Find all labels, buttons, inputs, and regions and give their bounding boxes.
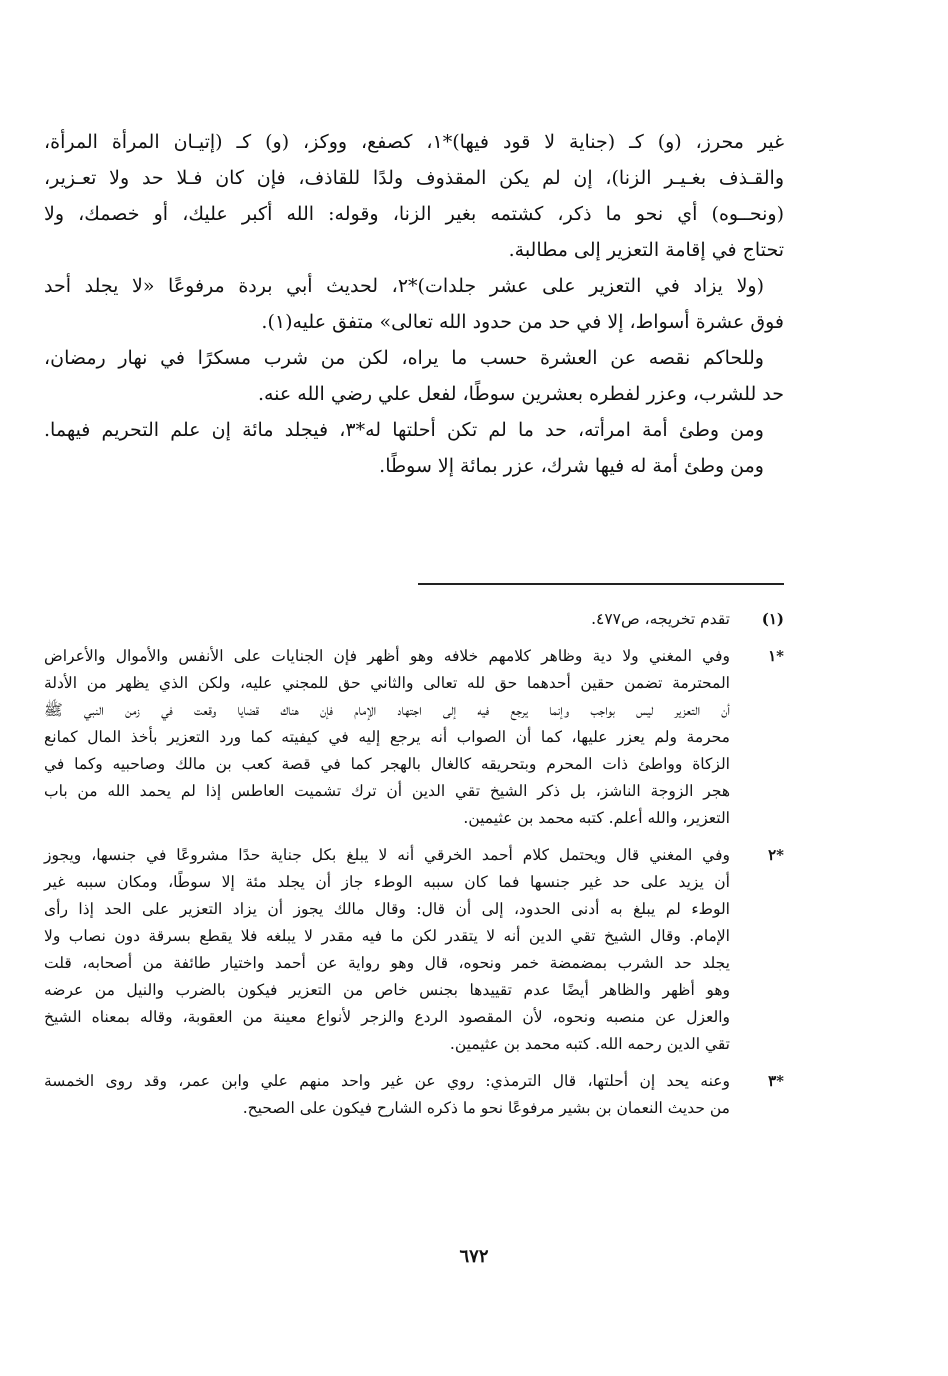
footnote: [44, 842, 784, 1058]
footnote-line: الزكاة وواطئ ذات المحرم وبتحريقه كالغال بالهجر كما في قصة كعب بن مالك وصاحبيه وكما في: [44, 755, 730, 773]
footnote-line: الوطء لم يبلغ به أدنى الحدود، إلى أن قال: وقال مالك يجوز أن يزاد التعزير على الحد إذا رأى: [44, 900, 730, 918]
text-line: ومن وطئ أمة له فيها شرك، عزر بمائة إلا سوطًا.: [379, 455, 764, 477]
footnote-line: الإمام. وقال الشيخ تقي الدين أنه لا يتقدر لكن ما فيه مقدر لا يبلغه فلا يقطع بسرقة دون نصاب ولا: [44, 927, 730, 945]
footnote-line: وفي المغني ولا دية وظاهر كلامهم خلافه وهو أظهر فإن الجنايات على الأنفس والأموال والأعراض: [44, 647, 730, 665]
footnote-body: [44, 1068, 730, 1122]
footnote: [44, 606, 784, 633]
footnote-line: يجلد حد الشرب بمضمضة خمر ونحوه، قال وهو رواية عن أحمد واختيار طائفة من أصحابه، قلت: [44, 954, 730, 972]
footnote-line: تقي الدين رحمه الله. كتبه محمد بن عثيمين.: [449, 1035, 730, 1053]
text-line: (ولا يزاد في التعزير على عشر جلدات)*٢، لحديث أبي بردة مرفوعًا «لا يجلد أحد: [44, 275, 764, 297]
footnote-line: وفي المغني قال ويحتمل كلام أحمد الخرقي أنه لا يبلغ بكل جناية حدًا مشروعًا في جنسها، ويجوز: [44, 846, 730, 864]
paragraph: [44, 268, 784, 340]
footnote-body: [44, 842, 730, 1058]
footnote-line: المحترمة تضمن حقين أحدهما حق لله تعالى والثاني حق للمجني عليه، ولكن الذي يظهر من الأدلة: [44, 674, 730, 692]
footnote-marker: *٢: [768, 846, 784, 864]
main-text: [44, 124, 784, 484]
footnote-line: التعزير، والله أعلم. كتبه محمد بن عثيمين.: [463, 809, 730, 827]
paragraph: [44, 340, 784, 412]
footnote: [44, 1068, 784, 1122]
page-number: ٦٧٢: [459, 1246, 489, 1267]
footnote-line: هجر الزوجة الناشز، بل ذكر الشيخ تقي الدين أن ترك تشميت العاطس إذا لم يحمد الله من باب: [44, 782, 730, 800]
paragraph: [44, 448, 784, 484]
text-line: وللحاكم نقصه عن العشرة حسب ما يراه، لكن من شرب مسكرًا في نهار رمضان،: [44, 347, 764, 369]
footnote: [44, 643, 784, 832]
footnote-body: [44, 606, 730, 633]
footnote-marker: *١: [768, 647, 784, 665]
text-line: فوق عشرة أسواط، إلا في حد من حدود الله تعالى» متفق عليه(١).: [261, 311, 784, 333]
paragraph: [44, 124, 784, 268]
footnote-line: وهو أظهر والظاهر أيضًا عدم تقييدها بجنس خاص من التعزير فيكون بالضرب والنيل من عرضه: [44, 981, 730, 999]
footnote-line: أن يزيد على حد غير جنسها فما كان سببه الوطء جاز أن يجلد مئة إلا سوطًا، ومكان سببه غير: [44, 873, 730, 891]
footnote-line: من حديث النعمان بن بشير مرفوعًا نحو ما ذكره الشارح فيكون على الصحيح.: [242, 1099, 730, 1117]
footnote-line: أن التعزير ليس بواجب وإنما يرجع فيه إلى اجتهاد الإمام فإن هناك قضايا وقعت في زمن النبي ﷺ: [44, 701, 730, 719]
footnote-line: تقدم تخريجه، ص٤٧٧.: [591, 610, 730, 628]
footnote-line: وعنه يحد إن أحلتها، قال الترمذي: روي عن غير واحد منهم علي وابن عمر، وقد روى الخمسة: [44, 1072, 730, 1090]
text-line: حد للشرب، وعزر لفطره بعشرين سوطًا، لفعل علي رضي الله عنه.: [257, 383, 784, 405]
text-line: غير محرز، (و) كـ (جناية لا قود فيها)*١، كصفع، ووكز، (و) كـ (إتيـان المرأة المرأة،: [44, 131, 785, 153]
paragraph: [44, 412, 784, 448]
footnote-line: محرمة ولم يعزر عليها، كما أن الصواب أنه يرجع إليه في كيفيته كما ورد التعزير بأخذ المال كمانع: [44, 728, 730, 746]
footnote-line: والعزل عن منصبه ونحوه، لأن المقصود الردع والزجر لأنواع معينة من العقوبة، وقاله بمعناه الشيخ: [44, 1008, 730, 1026]
footnote-marker: (١): [761, 610, 784, 628]
footnote-separator: [418, 583, 784, 585]
footnotes: [44, 606, 784, 1132]
text-line: والقـذف بغـيـر الزنا)، إن لم يكن المقذوف ولدًا للقاذف، فإن كان فـلا حد ولا تعـزير،: [44, 167, 784, 189]
footnote-body: [44, 643, 730, 832]
text-line: (ونحــوه) أي نحو ما ذكر، كشتمه بغير الزنا، وقوله: الله أكبر عليك، أو خصمك، ولا: [44, 203, 784, 225]
text-line: تحتاج في إقامة التعزير إلى مطالبة.: [508, 239, 784, 261]
text-line: ومن وطئ أمة امرأته، حد ما لم تكن أحلتها له*٣، فيجلد مائة إن علم التحريم فيهما.: [44, 419, 764, 441]
footnote-marker: *٣: [768, 1072, 784, 1090]
